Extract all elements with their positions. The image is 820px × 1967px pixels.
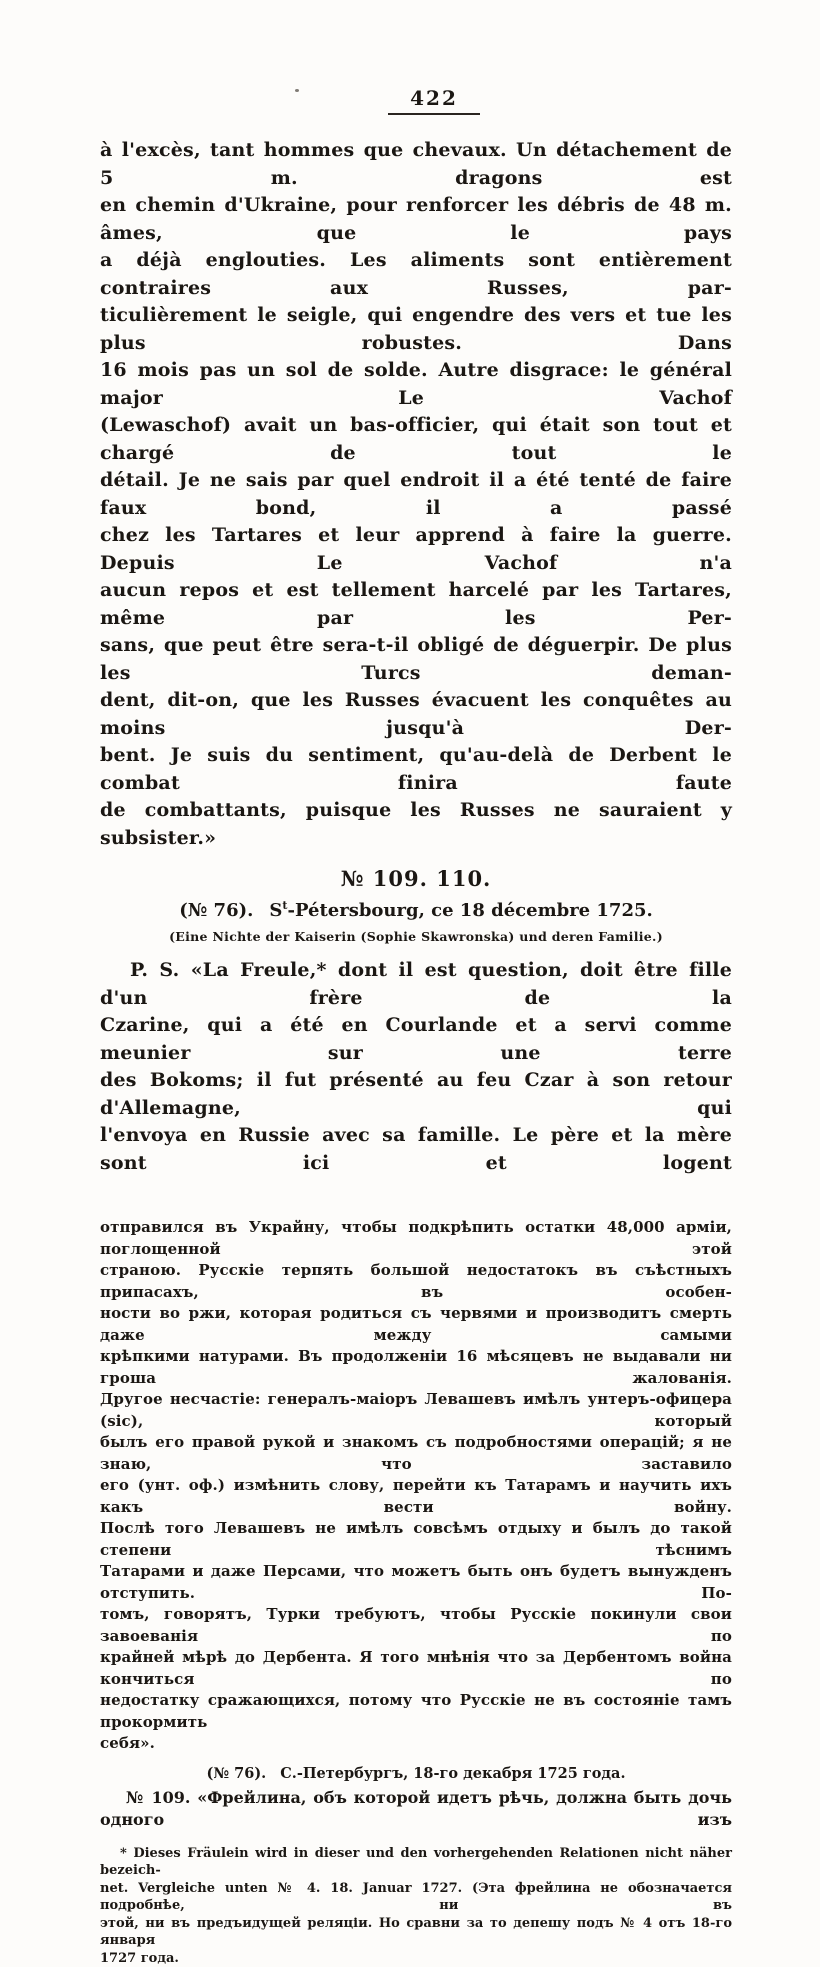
text-line: крѣпкими натурами. Въ продолженіи 16 мѣсяцевъ не выдавали ни гроша жалованія.	[100, 1346, 732, 1389]
text-line: (Lewaschof) avait un bas-officier, qui était son tout et chargé de tout le	[100, 412, 732, 467]
german-subtitle: (Eine Nichte der Kaiserin (Sophie Skawronska) und deren Familie.)	[100, 929, 732, 944]
text-line: en chemin d'Ukraine, pour renforcer les débris de 48 m. âmes, que le pays	[100, 192, 732, 247]
text-line: 16 mois pas un sol de solde. Autre disgrace: le général major Le Vachof	[100, 357, 732, 412]
dateline-rest: -Pétersbourg, ce 18 décembre 1725.	[287, 900, 652, 921]
text-line: chez les Tartares et leur apprend à faire la guerre. Depuis Le Vachof n'a	[100, 522, 732, 577]
text-line: de combattants, puisque les Russes ne sauraient y subsister.»	[100, 797, 732, 852]
text-line: томъ, говорятъ, Турки требуютъ, чтобы Русскіе покинули свои завоеванія по	[100, 1604, 732, 1647]
text-line: ticulièrement le seigle, qui engendre des vers et tue les plus robustes. Dans	[100, 302, 732, 357]
text-line: Послѣ того Левашевъ не имѣлъ совсѣмъ отдыху и былъ до такой степени тѣснимъ	[100, 1518, 732, 1561]
dateline	[100, 900, 732, 921]
text-line: Другое несчастіе: генералъ-маіоръ Левашевъ имѣлъ унтеръ-офицера (sic), который	[100, 1389, 732, 1432]
text-line: P. S. «La Freule,* dont il est question, doit être fille d'un frère de la	[100, 957, 732, 1012]
french-paragraph	[100, 137, 732, 852]
text-line: l'envoya en Russie avec sa famille. Le père et la mère sont ici et logent	[100, 1122, 732, 1177]
text-line: a déjà englouties. Les aliments sont entièrement contraires aux Russes, par-	[100, 247, 732, 302]
dateline-city-initial: S	[269, 900, 282, 921]
text-line: Czarine, qui a été en Courlande et a servi comme meunier sur une terre	[100, 1012, 732, 1067]
text-line: détail. Je ne sais par quel endroit il a été tenté de faire faux bond, il a passé	[100, 467, 732, 522]
text-line: себя».	[100, 1733, 732, 1755]
text-line: страною. Русскіе терпять большой недостатокъ въ съѣстныхъ припасахъ, въ особен-	[100, 1260, 732, 1303]
text-line: aucun repos et est tellement harcelé par les Tartares, même par les Per-	[100, 577, 732, 632]
text-line: № 109. «Фрейлина, объ которой идетъ рѣчь, должна быть дочь одного изъ	[100, 1787, 732, 1831]
page-header	[118, 86, 750, 115]
asterisk-footnote	[100, 1845, 732, 1967]
text-line: net. Vergleiche unten № 4. 18. Januar 1727. (Эта фрейлина не обозначается подробнѣе, ни въ	[100, 1880, 732, 1915]
text-line: ности во ржи, которая родиться съ червями и производитъ смерть даже между самыми	[100, 1303, 732, 1346]
text-line: этой, ни въ предъидущей реляціи. Но сравни за то депешу подъ № 4 отъ 18-го января	[100, 1915, 732, 1950]
page-content	[100, 0, 732, 1967]
text-line: sans, que peut être sera-t-il obligé de déguerpir. De plus les Turcs deman-	[100, 632, 732, 687]
text-line: bent. Je suis du sentiment, qu'au-delà de Derbent le combat finira faute	[100, 742, 732, 797]
text-line: отправился въ Украйну, чтобы подкрѣпить остатки 48,000 арміи, поглощенной этой	[100, 1217, 732, 1260]
russian-entry-109	[100, 1787, 732, 1831]
russian-dateline-rest: С.-Петербургъ, 18-го декабря 1725 года.	[280, 1765, 625, 1782]
russian-dateline	[100, 1765, 732, 1782]
russian-footnote-block	[100, 1217, 732, 1755]
text-line: dent, dit-on, que les Russes évacuent les conquêtes au moins jusqu'à Der-	[100, 687, 732, 742]
text-line: * Dieses Fräulein wird in dieser und den vorhergehenden Relationen nicht näher bezeich-	[100, 1845, 732, 1880]
text-line: 1727 года.	[100, 1950, 732, 1967]
russian-dateline-number: (№ 76).	[206, 1765, 266, 1782]
dateline-superscript: t	[282, 899, 287, 912]
dateline-number: (№ 76).	[179, 900, 253, 921]
text-line: des Bokoms; il fut présenté au feu Czar à son retour d'Allemagne, qui	[100, 1067, 732, 1122]
ps-paragraph	[100, 957, 732, 1177]
text-line: его (унт. оф.) измѣнить слову, перейти къ Татарамъ и научить ихъ какъ вести войну.	[100, 1475, 732, 1518]
text-line: à l'excès, tant hommes que chevaux. Un détachement de 5 m. dragons est	[100, 137, 732, 192]
page-number: 422	[408, 86, 460, 110]
text-line: недостатку сражающихся, потому что Русскіе не въ состояніе тамъ прокормить	[100, 1690, 732, 1733]
text-line: былъ его правой рукой и знакомъ съ подробностями операцій; я не знаю, что заставило	[100, 1432, 732, 1475]
text-line: крайней мѣрѣ до Дербента. Я того мнѣнія что за Дербентомъ война кончиться по	[100, 1647, 732, 1690]
section-heading: № 109. 110.	[100, 866, 732, 891]
text-line: Татарами и даже Персами, что можетъ быть онъ будетъ вынужденъ отступить. По-	[100, 1561, 732, 1604]
page-number-rule	[388, 113, 480, 115]
